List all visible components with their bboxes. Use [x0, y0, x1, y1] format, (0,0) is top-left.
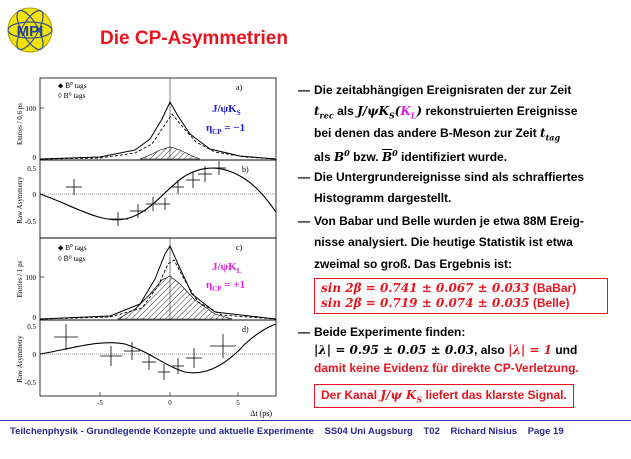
panel-a-ytick-100: 100	[25, 105, 36, 113]
panel-d	[16, 320, 276, 396]
bullet-4-dash: —	[298, 325, 310, 339]
panel-a-ylabel: Entries / 0.6 ps	[16, 103, 24, 145]
svg-text:0: 0	[32, 191, 36, 199]
panel-a-ytick-0: 0	[32, 154, 36, 162]
bullet-4-line-3: damit keine Evidenz für direkte CP-Verletzung.	[314, 361, 579, 375]
panel-d-letter: d)	[242, 325, 249, 334]
panel-a-letter: a)	[236, 83, 243, 92]
svg-text:0.5: 0.5	[27, 165, 36, 173]
bullet-3-line-3: zweimal so groß. Das Ergebnis ist:	[314, 257, 513, 271]
bullet-1-line-1: Die zeitabhängigen Ereignisraten der zur Zeit	[314, 83, 572, 97]
bullet-2-line-2: Histogramm dargestellt.	[314, 191, 452, 205]
panel-c-legend-1: ⬥ B⁰ tags	[58, 243, 87, 252]
conclusion-box: Der Kanal J/ψ $K_S$ liefert das klarste Signal.	[314, 384, 574, 408]
panel-c-letter: c)	[236, 243, 243, 252]
panel-a-eta: $\eta_{CP} = -1$	[206, 122, 246, 136]
bullet-1-line-2: $t_{rec}$ als $J/\psi K_S(K_L)$ rekonstruierten Ereignisse	[314, 104, 578, 121]
logo-text: MPI	[16, 23, 44, 40]
svg-text:-0.5: -0.5	[24, 218, 36, 226]
footer-code: T02	[423, 426, 440, 437]
svg-text:0.5: 0.5	[27, 323, 36, 331]
panel-c-channel: $J/\psi K_L$	[212, 261, 242, 275]
cp-asymmetry-plots	[0, 54, 300, 424]
mpi-logo	[2, 4, 58, 56]
panel-a-channel: $J/\psi K_S$	[212, 103, 241, 117]
svg-text:-5: -5	[97, 399, 103, 407]
panel-b	[16, 160, 276, 238]
bullet-1-dash: —	[298, 83, 310, 97]
panel-a	[16, 78, 276, 162]
svg-text:5: 5	[236, 399, 240, 407]
svg-text:100: 100	[25, 274, 36, 282]
bullet-1-line-3: bei denen das andere B-Meson zur Zeit $t_{tag}$	[314, 126, 561, 143]
footer-term: SS04 Uni Augsburg	[324, 426, 413, 437]
panel-d-ylabel: Raw Asymmetry	[16, 335, 24, 383]
panel-b-ylabel: Raw Asymmetry	[16, 176, 24, 224]
bullet-4-line-1: Beide Experimente finden:	[314, 325, 466, 339]
footer	[10, 426, 572, 437]
bullet-4-line-2: |λ| = 0.95 ± 0.05 ± 0.03, also |λ| = 1 und	[314, 343, 578, 357]
panel-c-ylabel: Entries / 1 ps	[16, 260, 24, 298]
footer-page: Page 19	[527, 426, 564, 437]
svg-text:0: 0	[32, 351, 36, 359]
svg-text:0: 0	[168, 399, 172, 407]
result-babar: sin 2β = 0.741 ± 0.067 ± 0.033 (BaBar)	[321, 281, 577, 295]
bullet-2-line-1: Die Untergrundereignisse sind als schraffiertes	[314, 170, 585, 184]
panel-b-letter: b)	[242, 165, 249, 174]
result-belle: sin 2β = 0.719 ± 0.074 ± 0.035 (Belle)	[321, 296, 570, 310]
svg-text:0: 0	[32, 314, 36, 322]
footer-author: Richard Nisius	[450, 426, 518, 437]
panel-c-eta: $\eta_{CP} = +1$	[206, 279, 246, 293]
x-axis-label: Δt (ps)	[250, 409, 272, 418]
panel-c-legend-2: ◊ B̄⁰ tags	[58, 254, 86, 263]
bullet-1-line-4: als $B^0$ bzw. $\overline{B}^0$ identifiziert wurde.	[314, 148, 508, 164]
bullet-3-line-1: Von Babar und Belle wurden je etwa 88M Ereig-	[314, 214, 584, 228]
panel-a-legend-1: ⬥ B̄⁰ tags	[58, 81, 87, 90]
page-title: Die CP-Asymmetrien	[100, 28, 288, 49]
panel-c	[16, 238, 276, 322]
footer-course: Teilchenphysik - Grundlegende Konzepte und aktuelle Experimente	[10, 426, 314, 437]
panel-a-legend-2: ◊ B⁰ tags	[58, 91, 86, 100]
bullet-3-line-2: nisse analysiert. Die heutige Statistik ist etwa	[314, 235, 573, 249]
bullet-2-dash: —	[298, 170, 310, 184]
result-box	[314, 278, 608, 314]
footer-divider	[0, 420, 631, 421]
svg-text:-0.5: -0.5	[24, 379, 36, 387]
bullet-3-dash: —	[298, 214, 310, 228]
